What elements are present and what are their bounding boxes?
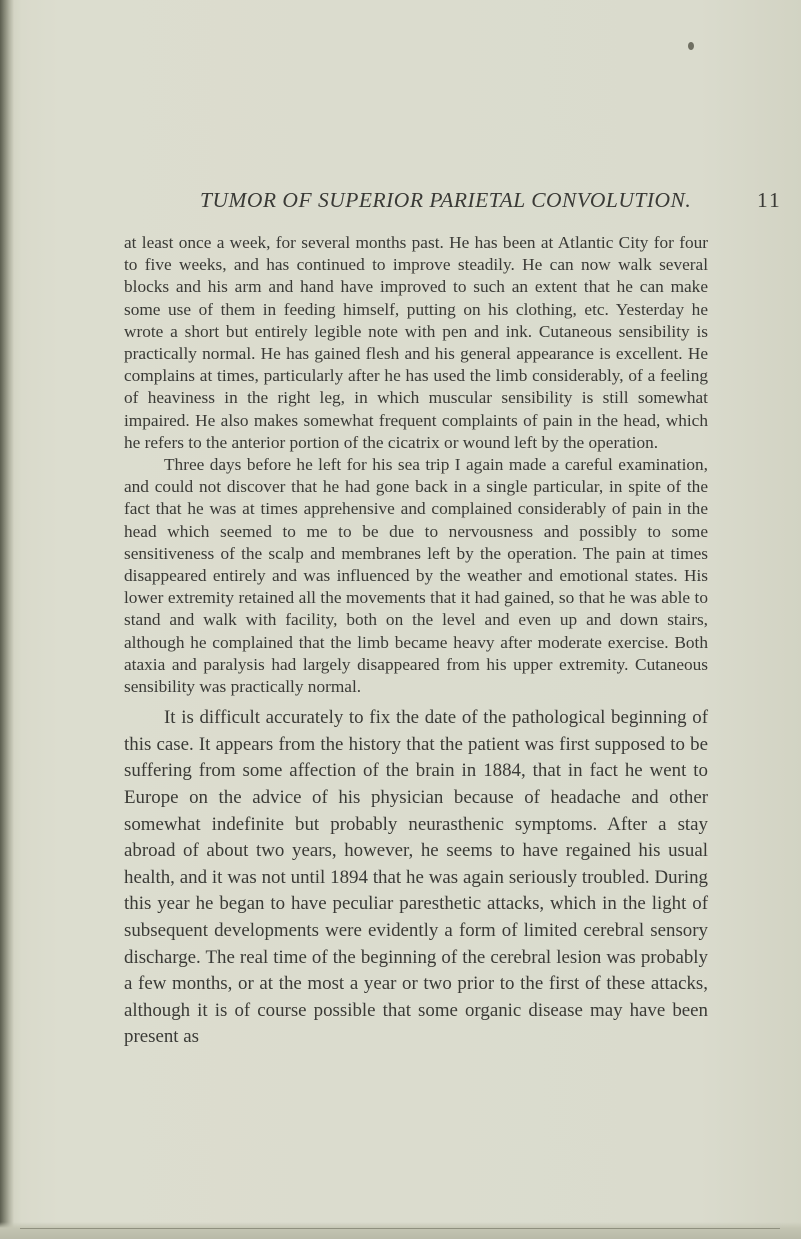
running-head-title: TUMOR OF SUPERIOR PARIETAL CONVOLUTION.	[200, 188, 692, 212]
paragraph-2: Three days before he left for his sea trip I again made a careful examination, and could not discover that he had gone back in a single particular, in spite of the fact that he was at times apprehensive and complained considerably of pain in the head which seemed to me to be due to nervousness and possibly to some sensitiveness of the scalp and membranes left by the operation. The pain at times disappeared entirely and was influenced by the weather and emotional states. His lower extremity retained all the movements that it had gained, so that he was able to stand and walk with facility, both on the level and even up and down stairs, although he complained that the limb became heavy after moderate exercise. Both ataxia and paralysis had largely disappeared from his upper extremity. Cutaneous sensibility was practically normal.	[124, 455, 708, 697]
paragraph-3: It is difficult accurately to fix the date of the pathological beginning of this case. It appears from the history that the patient was first supposed to be suffering from some affection of the brain in 1884, that in fact he went to Europe on the advice of his physician because of headache and other somewhat indefinite but probably neurasthenic symptoms. After a stay abroad of about two years, however, he seems to have regained his usual health, and it was not until 1894 that he was again seriously troubled. During this year he began to have peculiar paresthetic attacks, which in the light of subsequent developments were evidently a form of limited cerebral sensory discharge. The real time of the beginning of the cerebral lesion was probably a few months, or at the most a year or two prior to the first of these attacks, although it is of course possible that some organic disease may have been present as	[124, 707, 708, 1048]
running-header	[200, 188, 790, 218]
paragraph-1: at least once a week, for several months past. He has been at Atlantic City for four to five weeks, and has continued to improve steadily. He can now walk several blocks and his arm and hand have improved to such an extent that he can make some use of them in feeding himself, putting on his clothing, etc. Yesterday he wrote a short but entirely legible note with pen and ink. Cutaneous sensibility is practically normal. He has gained flesh and his general appearance is excellent. He complains at times, particularly after he has used the limb considerably, of a feeling of heaviness in the right leg, in which muscular sensibility is still somewhat impaired. He also makes somewhat frequent complaints of pain in the head, which he refers to the anterior portion of the cicatrix or wound left by the operation.	[124, 233, 708, 452]
body-text	[124, 232, 708, 1051]
page-bottom-edge	[0, 1222, 801, 1239]
book-spine-shadow	[0, 0, 14, 1239]
page-number: 11	[757, 188, 782, 212]
ink-speck	[688, 42, 694, 50]
page-bottom-line	[20, 1228, 780, 1229]
